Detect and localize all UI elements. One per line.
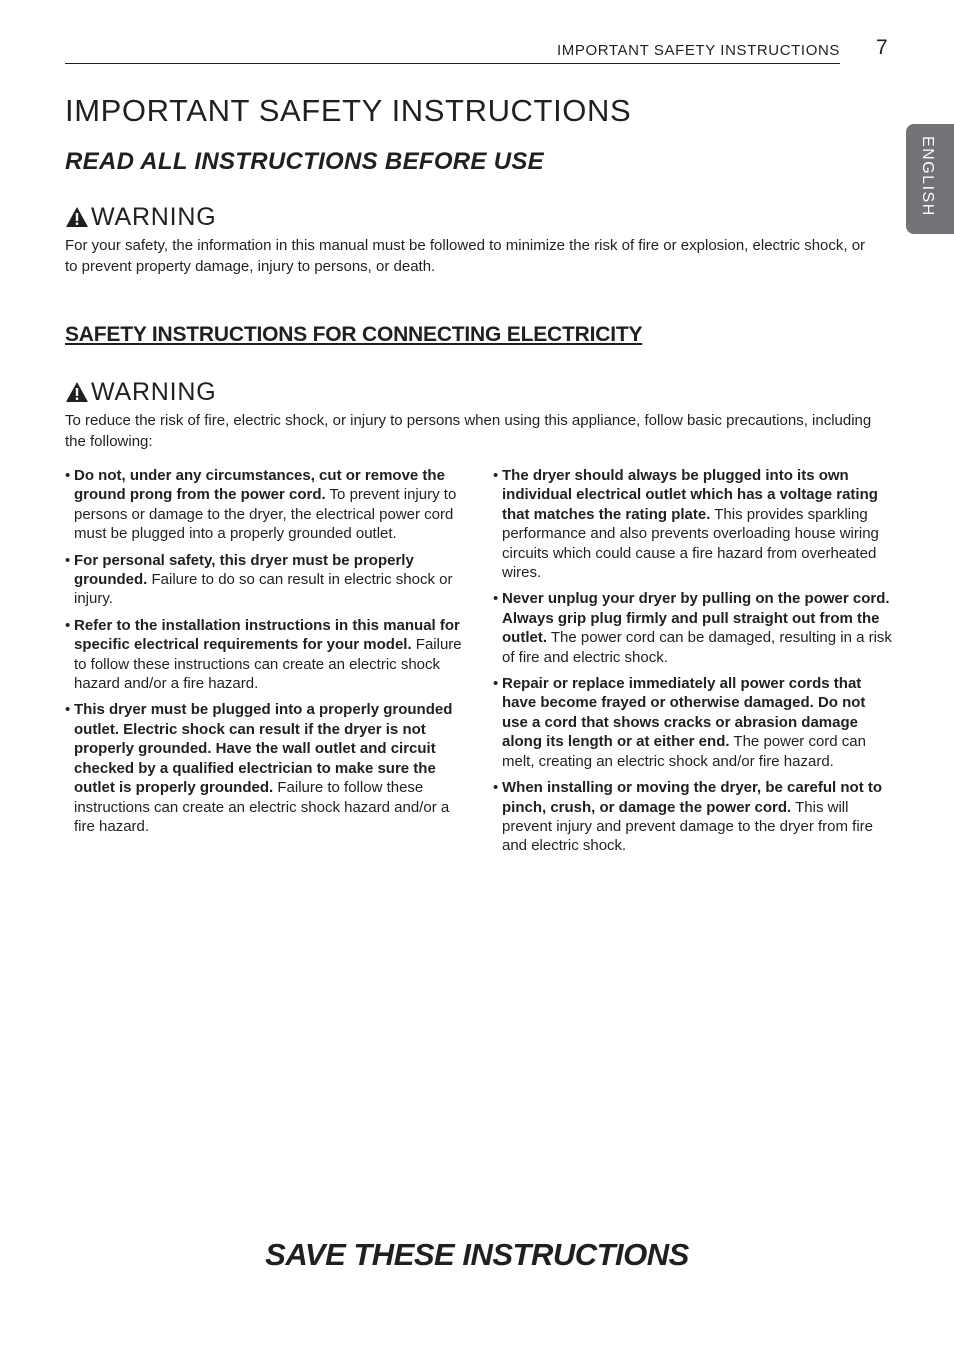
list-item: [65, 616, 465, 694]
page-number: 7: [876, 36, 888, 59]
bullet-icon: •: [493, 779, 499, 797]
warning-label: WARNING: [91, 202, 217, 231]
running-header: [65, 36, 840, 64]
item-bold-text: This dryer must be plugged into a properly grounded outlet. Electric shock can result if the dryer is not properly grounded. Have the wall outlet and circuit checked by a qualified electrician to make sure the outlet is properly grounded.: [74, 701, 453, 797]
list-item: [493, 778, 893, 856]
list-item: [493, 674, 893, 771]
warning-heading: [65, 202, 217, 232]
bullet-icon: •: [493, 467, 499, 484]
item-text: Failure to do so can result in electric shock or injury.: [74, 571, 453, 608]
warning-triangle-icon: [65, 206, 89, 228]
item-bold-text: Refer to the installation instructions in this manual for specific electrical requirements for your model.: [74, 616, 460, 654]
item-bold-text: When installing or moving the dryer, be careful not to pinch, crush, or damage the power cord.: [502, 779, 883, 816]
warning-text: For your safety, the information in this manual must be followed to minimize the risk of fire or explosion, electric shock, or to prevent property damage, injury to persons, or death.: [65, 237, 866, 275]
item-bold-text: Repair or replace immediately all power cords that have become frayed or otherwise damaged. Do not use a cord that shows cracks or abrasion damage along its length or at either end.: [502, 675, 866, 751]
item-text: This will prevent injury and prevent damage to the dryer from fire and electric shock.: [502, 798, 874, 855]
item-text: The power cord can be damaged, resulting in a risk of fire and electric shock.: [502, 629, 892, 666]
item-text: Failure to follow these instructions can create an electric shock hazard and/or a fire hazard.: [74, 636, 462, 693]
item-bold-text: For personal safety, this dryer must be properly grounded.: [74, 551, 414, 589]
list-item: [65, 466, 465, 544]
language-tab: [906, 124, 954, 234]
item-text: The power cord can melt, creating an electric shock and/or fire hazard.: [502, 733, 866, 770]
warning-triangle-icon: [65, 381, 89, 403]
item-bold-text: Never unplug your dryer by pulling on the power cord. Always grip plug firmly and pull straight out from the outlet.: [502, 590, 890, 647]
page-subtitle: READ ALL INSTRUCTIONS BEFORE USE: [65, 148, 544, 175]
bullet-icon: •: [493, 675, 499, 693]
instructions-left-column: [65, 466, 465, 843]
bullet-icon: •: [493, 590, 499, 608]
running-title: IMPORTANT SAFETY INSTRUCTIONS: [557, 42, 840, 59]
warning-heading: [65, 377, 217, 407]
page-title: IMPORTANT SAFETY INSTRUCTIONS: [65, 93, 632, 128]
list-item: [65, 551, 465, 609]
language-tab-label: ENGLISH: [919, 136, 936, 217]
section-title: SAFETY INSTRUCTIONS FOR CONNECTING ELECTRICITY: [65, 323, 643, 346]
list-item: [65, 700, 465, 836]
list-item: [493, 466, 893, 582]
footer-save-instructions: SAVE THESE INSTRUCTIONS: [265, 1237, 689, 1272]
bullet-icon: •: [65, 616, 71, 634]
bullet-icon: •: [65, 701, 71, 719]
item-text: Failure to follow these instructions can create an electric shock hazard and/or a fire hazard.: [74, 779, 450, 835]
warning-label: WARNING: [91, 377, 217, 406]
item-text: This provides sparkling performance and also prevents overloading house wiring circuits which could cause a fire hazard from overheated wires.: [502, 505, 879, 582]
list-item: [493, 589, 893, 667]
instructions-right-column: [493, 466, 893, 863]
item-bold-text: The dryer should always be plugged into its own individual electrical outlet which has a voltage rating that matches the rating plate.: [502, 467, 878, 523]
bullet-icon: •: [65, 467, 71, 484]
warning-text: To reduce the risk of fire, electric shock, or injury to persons when using this appliance, follow basic precautions, including the following:: [65, 412, 872, 450]
item-text: To prevent injury to persons or damage to the dryer, the electrical power cord must be plugged into a properly grounded outlet.: [74, 486, 457, 543]
item-bold-text: Do not, under any circumstances, cut or remove the ground prong from the power cord.: [74, 467, 445, 504]
bullet-icon: •: [65, 551, 71, 569]
